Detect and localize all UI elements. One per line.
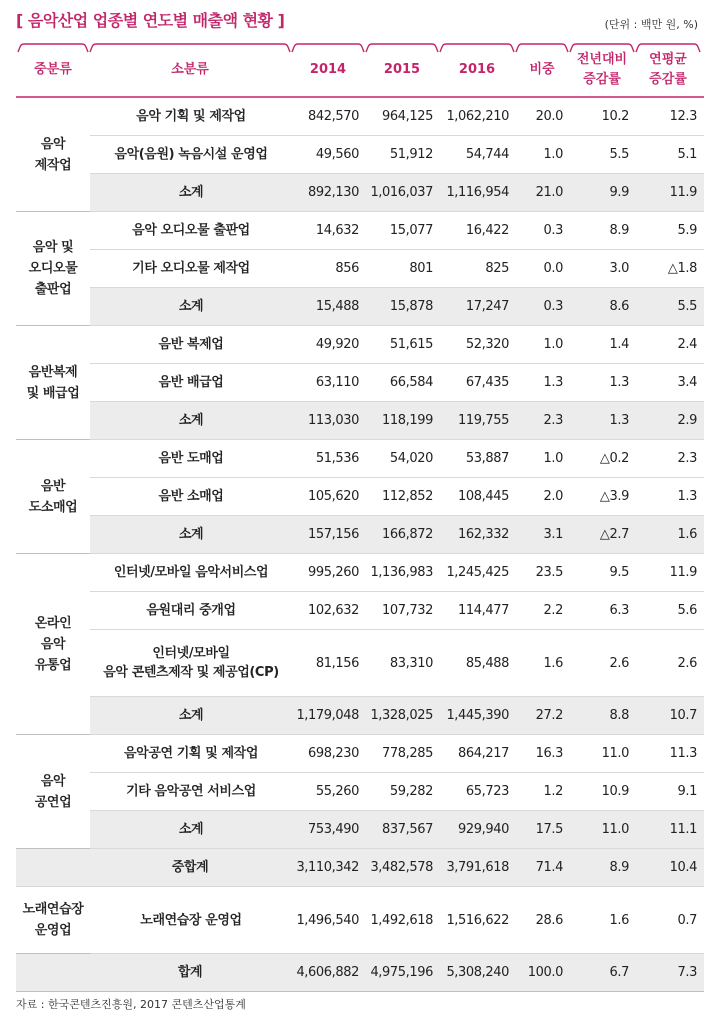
group-name bbox=[16, 887, 90, 954]
category-name: 노래연습장 운영업 bbox=[90, 887, 292, 954]
group-name bbox=[16, 440, 90, 554]
value-v2016: 929,940 bbox=[440, 811, 516, 849]
value-cagr: 11.3 bbox=[636, 735, 704, 773]
value-v2015: 1,016,037 bbox=[366, 174, 440, 212]
value-v2014: 105,620 bbox=[292, 478, 366, 516]
value-v2016: 162,332 bbox=[440, 516, 516, 554]
value-v2015: 107,732 bbox=[366, 592, 440, 630]
header-yoy-line2: 증감률 bbox=[583, 72, 621, 87]
value-v2016: 1,062,210 bbox=[440, 98, 516, 136]
value-v2015: 1,328,025 bbox=[366, 697, 440, 735]
value-yoy: 2.6 bbox=[570, 630, 636, 697]
value-v2016: 864,217 bbox=[440, 735, 516, 773]
value-share: 0.0 bbox=[516, 250, 570, 288]
value-cagr: 9.1 bbox=[636, 773, 704, 811]
group-name-line: 음반 bbox=[40, 478, 66, 494]
group-name-line: 운영업 bbox=[34, 923, 72, 938]
value-v2015: 118,199 bbox=[366, 402, 440, 440]
table-row bbox=[16, 98, 704, 136]
table-row bbox=[16, 288, 704, 326]
group-name-line: 공연업 bbox=[34, 794, 72, 810]
table-row bbox=[16, 402, 704, 440]
value-v2016: 1,445,390 bbox=[440, 697, 516, 735]
category-name: 음반 도매업 bbox=[90, 440, 292, 478]
value-cagr: 2.3 bbox=[636, 440, 704, 478]
value-v2015: 1,136,983 bbox=[366, 554, 440, 592]
value-yoy: 8.6 bbox=[570, 288, 636, 326]
value-yoy: 3.0 bbox=[570, 250, 636, 288]
value-v2016: 54,744 bbox=[440, 136, 516, 174]
value-share: 2.0 bbox=[516, 478, 570, 516]
value-yoy: 10.2 bbox=[570, 98, 636, 136]
subtotal-label: 소계 bbox=[90, 516, 292, 554]
value-v2015: 15,878 bbox=[366, 288, 440, 326]
value-v2014: 49,920 bbox=[292, 326, 366, 364]
category-name: 음반 배급업 bbox=[90, 364, 292, 402]
value-v2015: 837,567 bbox=[366, 811, 440, 849]
value-v2016: 53,887 bbox=[440, 440, 516, 478]
value-cagr: 0.7 bbox=[636, 887, 704, 954]
value-cagr: 5.9 bbox=[636, 212, 704, 250]
table-row bbox=[16, 440, 704, 478]
value-share: 20.0 bbox=[516, 98, 570, 136]
value-v2015: 166,872 bbox=[366, 516, 440, 554]
value-v2014: 81,156 bbox=[292, 630, 366, 697]
table-row bbox=[16, 697, 704, 735]
value-v2015: 59,282 bbox=[366, 773, 440, 811]
subtotal-label: 소계 bbox=[90, 402, 292, 440]
table-row bbox=[16, 364, 704, 402]
value-v2014: 113,030 bbox=[292, 402, 366, 440]
value-cagr: 11.9 bbox=[636, 174, 704, 212]
header-major: 중분류 bbox=[34, 62, 72, 77]
header-2014: 2014 bbox=[309, 62, 347, 77]
value-v2014: 995,260 bbox=[292, 554, 366, 592]
group-name bbox=[16, 554, 90, 735]
value-v2015: 1,492,618 bbox=[366, 887, 440, 954]
value-yoy: 10.9 bbox=[570, 773, 636, 811]
value-yoy: 1.4 bbox=[570, 326, 636, 364]
value-share: 0.3 bbox=[516, 288, 570, 326]
value-share: 21.0 bbox=[516, 174, 570, 212]
value-yoy: 8.9 bbox=[570, 849, 636, 887]
value-cagr: 11.1 bbox=[636, 811, 704, 849]
subtotal-label: 소계 bbox=[90, 288, 292, 326]
source-note: 자료 : 한국콘텐츠진흥원, 2017 콘텐츠산업통계 bbox=[16, 998, 246, 1011]
value-cagr: 1.3 bbox=[636, 478, 704, 516]
value-cagr: 2.9 bbox=[636, 402, 704, 440]
value-v2014: 753,490 bbox=[292, 811, 366, 849]
subtotal-row bbox=[16, 849, 704, 887]
group-name bbox=[16, 735, 90, 849]
value-cagr: 5.5 bbox=[636, 288, 704, 326]
value-cagr: 2.4 bbox=[636, 326, 704, 364]
value-cagr: 11.9 bbox=[636, 554, 704, 592]
value-yoy: 9.9 bbox=[570, 174, 636, 212]
category-name: 음원대리 중개업 bbox=[90, 592, 292, 630]
category-name: 음악공연 기획 및 제작업 bbox=[90, 735, 292, 773]
header-cagr-line2: 증감률 bbox=[649, 72, 687, 87]
value-v2015: 4,975,196 bbox=[366, 954, 440, 992]
value-v2015: 51,615 bbox=[366, 326, 440, 364]
value-v2015: 964,125 bbox=[366, 98, 440, 136]
table-row bbox=[16, 326, 704, 364]
category-name: 인터넷/모바일 음악서비스업 bbox=[90, 554, 292, 592]
value-v2014: 1,179,048 bbox=[292, 697, 366, 735]
value-v2015: 112,852 bbox=[366, 478, 440, 516]
category-name: 음악(음원) 녹음시설 운영업 bbox=[90, 136, 292, 174]
value-v2016: 119,755 bbox=[440, 402, 516, 440]
value-share: 28.6 bbox=[516, 887, 570, 954]
value-share: 1.0 bbox=[516, 136, 570, 174]
group-name-line: 및 배급업 bbox=[26, 385, 80, 401]
value-cagr: 7.3 bbox=[636, 954, 704, 992]
group-name-line: 음악 및 bbox=[32, 240, 74, 255]
group-name-line: 유통업 bbox=[34, 657, 72, 673]
group-name-line: 도소매업 bbox=[28, 499, 78, 515]
table-row bbox=[16, 136, 704, 174]
table-row bbox=[16, 735, 704, 773]
value-v2014: 892,130 bbox=[292, 174, 366, 212]
value-v2014: 856 bbox=[292, 250, 366, 288]
value-cagr: 12.3 bbox=[636, 98, 704, 136]
group-name-line: 오디오물 bbox=[28, 261, 78, 276]
value-v2015: 801 bbox=[366, 250, 440, 288]
value-v2014: 1,496,540 bbox=[292, 887, 366, 954]
unit-note: (단위 : 백만 원, %) bbox=[604, 18, 698, 31]
category-name: 음반 소매업 bbox=[90, 478, 292, 516]
value-cagr: 5.1 bbox=[636, 136, 704, 174]
header-2015: 2015 bbox=[383, 62, 421, 77]
value-share: 27.2 bbox=[516, 697, 570, 735]
category-name: 음악 오디오물 출판업 bbox=[90, 212, 292, 250]
group-name-line: 노래연습장 bbox=[22, 902, 84, 917]
group-name-line: 음악 bbox=[40, 136, 66, 152]
table-title: [ 음악산업 업종별 연도별 매출액 현황 ] bbox=[16, 11, 285, 30]
value-share: 71.4 bbox=[516, 849, 570, 887]
value-share: 3.1 bbox=[516, 516, 570, 554]
category-name: 기타 오디오물 제작업 bbox=[90, 250, 292, 288]
value-yoy: 11.0 bbox=[570, 735, 636, 773]
value-v2016: 114,477 bbox=[440, 592, 516, 630]
value-v2014: 698,230 bbox=[292, 735, 366, 773]
total-row bbox=[16, 954, 704, 992]
table-row bbox=[16, 478, 704, 516]
group-name-line: 제작업 bbox=[34, 157, 72, 173]
value-v2016: 1,245,425 bbox=[440, 554, 516, 592]
value-share: 2.3 bbox=[516, 402, 570, 440]
table-row bbox=[16, 773, 704, 811]
table-row bbox=[16, 630, 704, 697]
value-v2014: 55,260 bbox=[292, 773, 366, 811]
revenue-table bbox=[16, 98, 704, 992]
value-share: 1.2 bbox=[516, 773, 570, 811]
value-v2015: 51,912 bbox=[366, 136, 440, 174]
value-yoy: △0.2 bbox=[570, 440, 636, 478]
value-v2014: 4,606,882 bbox=[292, 954, 366, 992]
table-row bbox=[16, 174, 704, 212]
group-name-line: 음반복제 bbox=[28, 364, 78, 380]
group-name-line: 출판업 bbox=[34, 282, 72, 297]
header-minor: 소분류 bbox=[171, 62, 209, 77]
value-share: 1.3 bbox=[516, 364, 570, 402]
value-yoy: △3.9 bbox=[570, 478, 636, 516]
value-share: 16.3 bbox=[516, 735, 570, 773]
value-share: 1.0 bbox=[516, 440, 570, 478]
subtotal-label: 소계 bbox=[90, 811, 292, 849]
value-v2016: 825 bbox=[440, 250, 516, 288]
category-name-line: 인터넷/모바일 bbox=[152, 646, 230, 661]
value-cagr: 2.6 bbox=[636, 630, 704, 697]
subtotal-label: 중합계 bbox=[16, 849, 292, 887]
table-row bbox=[16, 516, 704, 554]
value-share: 1.0 bbox=[516, 326, 570, 364]
value-yoy: 8.8 bbox=[570, 697, 636, 735]
value-v2014: 49,560 bbox=[292, 136, 366, 174]
value-v2015: 778,285 bbox=[366, 735, 440, 773]
value-v2015: 15,077 bbox=[366, 212, 440, 250]
value-v2014: 157,156 bbox=[292, 516, 366, 554]
value-v2014: 14,632 bbox=[292, 212, 366, 250]
category-name: 음악 기획 및 제작업 bbox=[90, 98, 292, 136]
value-v2014: 15,488 bbox=[292, 288, 366, 326]
category-name: 음반 복제업 bbox=[90, 326, 292, 364]
subtotal-label: 소계 bbox=[90, 697, 292, 735]
table-row bbox=[16, 250, 704, 288]
group-name bbox=[16, 98, 90, 212]
value-v2015: 66,584 bbox=[366, 364, 440, 402]
group-name-line: 음악 bbox=[40, 636, 66, 652]
value-yoy: 8.9 bbox=[570, 212, 636, 250]
table-row bbox=[16, 592, 704, 630]
table-row bbox=[16, 887, 704, 954]
value-v2016: 108,445 bbox=[440, 478, 516, 516]
value-v2016: 1,116,954 bbox=[440, 174, 516, 212]
value-cagr: 3.4 bbox=[636, 364, 704, 402]
value-v2016: 5,308,240 bbox=[440, 954, 516, 992]
value-yoy: 1.3 bbox=[570, 364, 636, 402]
value-v2016: 85,488 bbox=[440, 630, 516, 697]
value-yoy: △2.7 bbox=[570, 516, 636, 554]
value-cagr: △1.8 bbox=[636, 250, 704, 288]
value-v2016: 67,435 bbox=[440, 364, 516, 402]
value-share: 2.2 bbox=[516, 592, 570, 630]
value-v2014: 63,110 bbox=[292, 364, 366, 402]
value-yoy: 11.0 bbox=[570, 811, 636, 849]
value-yoy: 6.3 bbox=[570, 592, 636, 630]
table-row bbox=[16, 554, 704, 592]
header-2016: 2016 bbox=[458, 62, 496, 77]
value-v2016: 52,320 bbox=[440, 326, 516, 364]
value-v2016: 65,723 bbox=[440, 773, 516, 811]
value-v2014: 102,632 bbox=[292, 592, 366, 630]
value-share: 1.6 bbox=[516, 630, 570, 697]
category-name: 기타 음악공연 서비스업 bbox=[90, 773, 292, 811]
value-yoy: 6.7 bbox=[570, 954, 636, 992]
value-cagr: 5.6 bbox=[636, 592, 704, 630]
value-v2014: 842,570 bbox=[292, 98, 366, 136]
total-label: 합계 bbox=[16, 954, 292, 992]
subtotal-label: 소계 bbox=[90, 174, 292, 212]
value-yoy: 9.5 bbox=[570, 554, 636, 592]
value-v2016: 1,516,622 bbox=[440, 887, 516, 954]
group-name bbox=[16, 212, 90, 326]
category-name bbox=[90, 630, 292, 697]
value-cagr: 10.4 bbox=[636, 849, 704, 887]
value-v2015: 54,020 bbox=[366, 440, 440, 478]
value-yoy: 5.5 bbox=[570, 136, 636, 174]
value-v2016: 16,422 bbox=[440, 212, 516, 250]
value-v2014: 3,110,342 bbox=[292, 849, 366, 887]
value-yoy: 1.6 bbox=[570, 887, 636, 954]
value-v2015: 83,310 bbox=[366, 630, 440, 697]
group-name bbox=[16, 326, 90, 440]
header-cagr-line1: 연평균 bbox=[649, 52, 687, 67]
value-cagr: 1.6 bbox=[636, 516, 704, 554]
header-yoy-line1: 전년대비 bbox=[576, 52, 628, 67]
value-share: 100.0 bbox=[516, 954, 570, 992]
value-v2014: 51,536 bbox=[292, 440, 366, 478]
value-share: 23.5 bbox=[516, 554, 570, 592]
group-name-line: 온라인 bbox=[34, 615, 72, 631]
value-v2015: 3,482,578 bbox=[366, 849, 440, 887]
group-name-line: 음악 bbox=[40, 773, 66, 789]
table-row bbox=[16, 212, 704, 250]
value-v2016: 17,247 bbox=[440, 288, 516, 326]
value-share: 17.5 bbox=[516, 811, 570, 849]
table-row bbox=[16, 811, 704, 849]
value-v2016: 3,791,618 bbox=[440, 849, 516, 887]
category-name-line: 음악 콘텐츠제작 및 제공업(CP) bbox=[103, 665, 279, 680]
value-cagr: 10.7 bbox=[636, 697, 704, 735]
value-share: 0.3 bbox=[516, 212, 570, 250]
header-share: 비중 bbox=[529, 62, 555, 77]
value-yoy: 1.3 bbox=[570, 402, 636, 440]
